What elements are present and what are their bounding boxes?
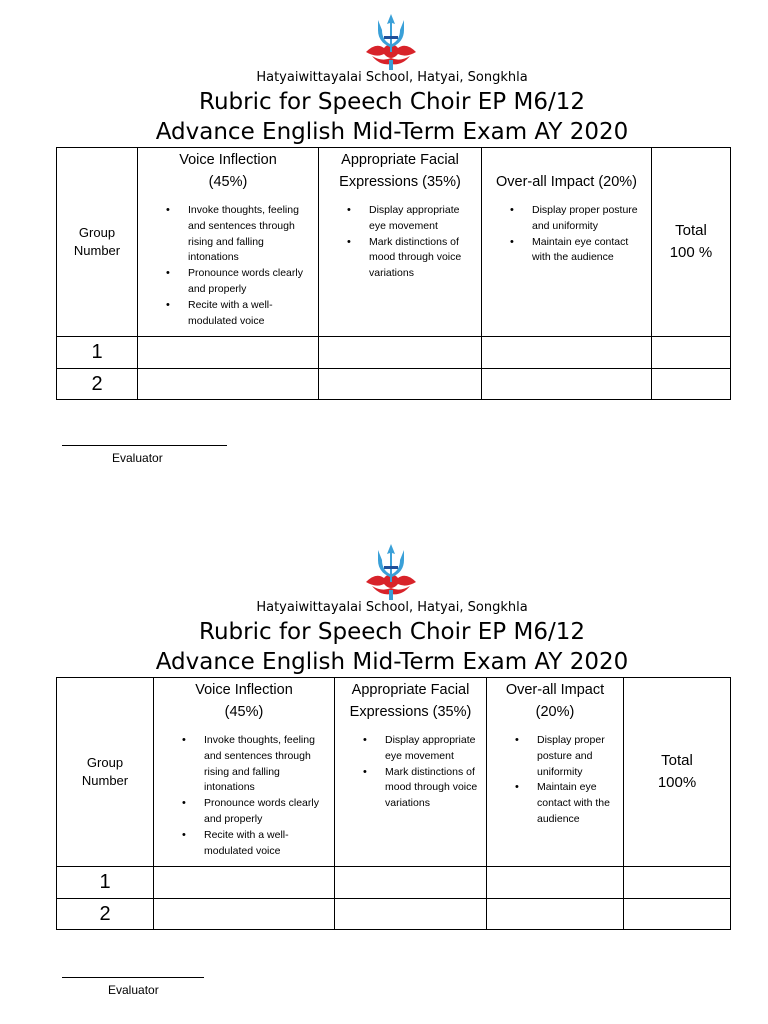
criterion-weight: (45%) — [224, 704, 264, 720]
score-cell[interactable] — [652, 337, 731, 369]
number-label: Number — [73, 243, 121, 258]
criterion-overall-impact — [482, 148, 652, 337]
group-number-header — [57, 678, 154, 867]
criterion-title: Appropriate Facial — [341, 152, 459, 168]
list-item: • Pronounce words clearly and properly — [154, 796, 334, 828]
number-label: Number — [81, 773, 129, 788]
school-name: Hatyaiwittayalai School, Hatyai, Songkhla — [256, 600, 528, 615]
rubric-title: Rubric for Speech Choir EP M6/12 — [199, 89, 585, 115]
score-cell[interactable] — [487, 899, 624, 930]
criterion-weight: (45%) — [208, 174, 248, 190]
criterion-bullets — [154, 733, 334, 859]
list-item: • Display appropriate eye movement — [319, 203, 481, 235]
evaluator-signature-line[interactable] — [62, 445, 227, 446]
table-row — [57, 369, 731, 400]
school-name: Hatyaiwittayalai School, Hatyai, Songkhla — [256, 70, 528, 85]
score-cell[interactable] — [652, 369, 731, 400]
list-item: • Recite with a well-modulated voice — [138, 298, 318, 330]
list-item: • Maintain eye contact with the audience — [482, 235, 651, 267]
criterion-voice-inflection — [138, 148, 319, 337]
group-label: Group — [78, 225, 116, 240]
table-row — [57, 337, 731, 369]
score-cell[interactable] — [138, 369, 319, 400]
total-percent: 100 % — [669, 244, 713, 261]
score-cell[interactable] — [487, 867, 624, 899]
score-cell[interactable] — [482, 337, 652, 369]
evaluator-signature-line[interactable] — [62, 977, 204, 978]
list-item: • Invoke thoughts, feeling and sentences through rising and falling intonations — [154, 733, 334, 796]
total-percent: 100% — [657, 774, 697, 791]
group-number-cell: 1 — [57, 867, 154, 899]
score-cell[interactable] — [319, 369, 482, 400]
criterion-title: Over-all Impact (20%) — [495, 174, 637, 190]
group-number-cell: 2 — [57, 369, 138, 400]
evaluator-label: Evaluator — [108, 983, 159, 997]
criterion-voice-inflection — [154, 678, 335, 867]
criterion-title: Voice Inflection — [195, 682, 293, 698]
total-label: Total — [675, 222, 707, 239]
score-cell[interactable] — [319, 337, 482, 369]
total-header — [652, 148, 731, 337]
criterion-bullets — [335, 733, 486, 812]
criterion-title: Appropriate Facial — [351, 682, 470, 698]
score-cell[interactable] — [482, 369, 652, 400]
list-item: • Mark distinctions of mood through voice variations — [319, 235, 481, 282]
list-item: • Display proper posture and uniformity — [482, 203, 651, 235]
list-item: • Display proper posture and uniformity — [487, 733, 623, 780]
evaluator-label: Evaluator — [112, 451, 163, 465]
rubric-table — [56, 147, 731, 400]
list-item: • Invoke thoughts, feeling and sentences through rising and falling intonations — [138, 203, 318, 266]
list-item: • Recite with a well-modulated voice — [154, 828, 334, 860]
criterion-weight: Expressions (35%) — [349, 704, 472, 720]
list-item: • Pronounce words clearly and properly — [138, 266, 318, 298]
total-header — [624, 678, 731, 867]
criterion-facial-expressions — [335, 678, 487, 867]
score-cell[interactable] — [624, 867, 731, 899]
score-cell[interactable] — [624, 899, 731, 930]
score-cell[interactable] — [154, 899, 335, 930]
criterion-weight: Expressions (35%) — [339, 174, 461, 190]
school-logo-icon — [360, 542, 422, 602]
exam-title: Advance English Mid-Term Exam AY 2020 — [155, 119, 629, 145]
table-row — [57, 899, 731, 930]
score-cell[interactable] — [154, 867, 335, 899]
rubric-table — [56, 677, 731, 930]
criterion-bullets — [319, 203, 481, 282]
criterion-bullets — [482, 203, 651, 266]
criterion-facial-expressions — [319, 148, 482, 337]
score-cell[interactable] — [138, 337, 319, 369]
group-number-cell: 1 — [57, 337, 138, 369]
school-logo-icon — [360, 12, 422, 72]
list-item: • Mark distinctions of mood through voice variations — [335, 765, 486, 812]
total-label: Total — [661, 752, 693, 769]
criterion-bullets — [487, 733, 623, 828]
group-label: Group — [86, 755, 124, 770]
list-item: • Display appropriate eye movement — [335, 733, 486, 765]
group-number-cell: 2 — [57, 899, 154, 930]
score-cell[interactable] — [335, 899, 487, 930]
group-number-header — [57, 148, 138, 337]
criterion-title: Voice Inflection — [179, 152, 277, 168]
criterion-weight: (20%) — [535, 704, 575, 720]
list-item: • Maintain eye contact with the audience — [487, 780, 623, 827]
table-row — [57, 867, 731, 899]
exam-title: Advance English Mid-Term Exam AY 2020 — [155, 649, 629, 675]
criterion-title: Over-all Impact — [505, 682, 605, 698]
score-cell[interactable] — [335, 867, 487, 899]
criterion-overall-impact — [487, 678, 624, 867]
criterion-bullets — [138, 203, 318, 329]
rubric-title: Rubric for Speech Choir EP M6/12 — [199, 619, 585, 645]
